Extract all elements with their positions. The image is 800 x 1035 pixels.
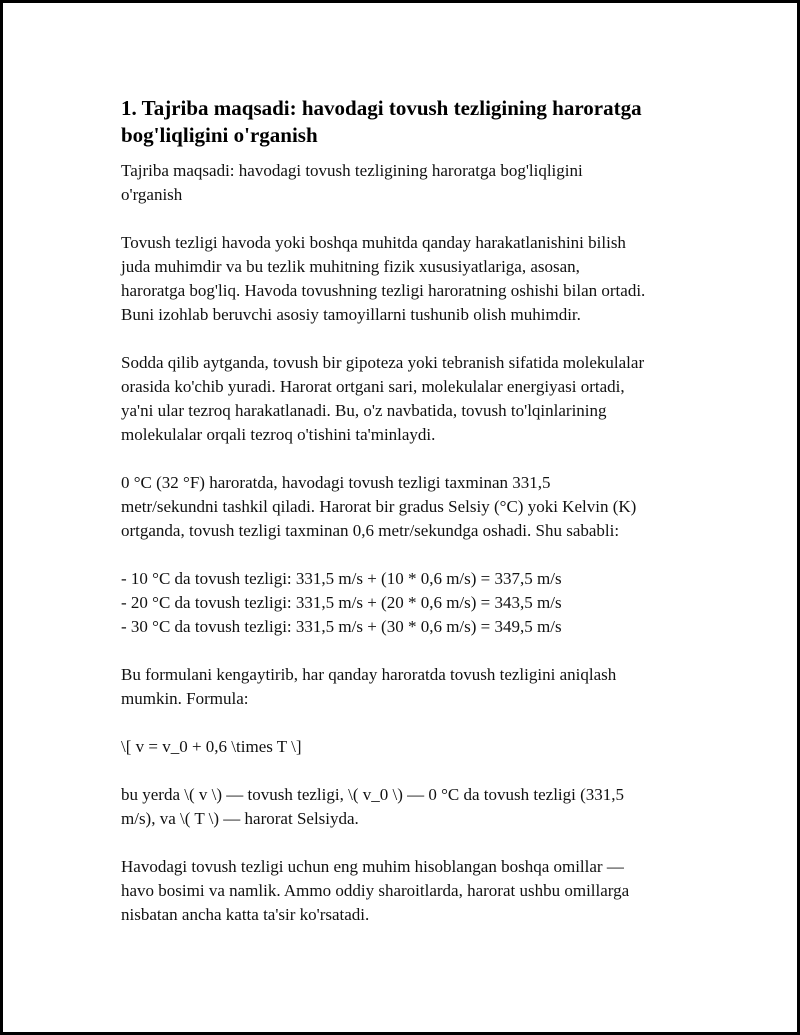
paragraph-other-factors: [121, 855, 696, 927]
list-item: - 10 °C da tovush tezligi: 331,5 m/s + (10 * 0,6 m/s) = 337,5 m/s: [121, 569, 562, 588]
text-line: Bu formulani kengaytirib, har qanday haroratda tovush tezligini aniqlash: [121, 665, 617, 684]
paragraph-formula: [121, 735, 696, 759]
list-item: - 20 °C da tovush tezligi: 331,5 m/s + (20 * 0,6 m/s) = 343,5 m/s: [121, 593, 562, 612]
text-line: Buni izohlab beruvchi asosiy tamoyillarni tushunib olish muhimdir.: [121, 305, 581, 324]
text-line: ya'ni ular tezroq harakatlanadi. Bu, o'z navbatida, tovush to'lqinlarining: [121, 401, 607, 420]
formula-line: \[ v = v_0 + 0,6 \times T \]: [121, 737, 302, 756]
text-line: mumkin. Formula:: [121, 689, 249, 708]
paragraph-formula-intro: [121, 663, 696, 711]
text-line: orasida ko'chib yuradi. Harorat ortgani sari, molekulalar energiyasi ortadi,: [121, 377, 625, 396]
paragraph-formula-legend: [121, 783, 696, 831]
paragraph-examples: [121, 567, 696, 639]
paragraph-intro: [121, 231, 696, 327]
paragraph-base-speed: [121, 471, 696, 543]
text-line: m/s), va \( T \) — harorat Selsiyda.: [121, 809, 359, 828]
list-item: - 30 °C da tovush tezligi: 331,5 m/s + (30 * 0,6 m/s) = 349,5 m/s: [121, 617, 562, 636]
paragraph-molecules: [121, 351, 696, 447]
text-line: haroratga bog'liq. Havoda tovushning tezligi haroratning oshishi bilan ortadi.: [121, 281, 646, 300]
heading-line: 1. Tajriba maqsadi: havodagi tovush tezligining haroratga: [121, 96, 642, 120]
document-body: [121, 95, 696, 951]
text-line: molekulalar orqali tezroq o'tishini ta'minlaydi.: [121, 425, 436, 444]
text-line: metr/sekundni tashkil qiladi. Harorat bir gradus Selsiy (°C) yoki Kelvin (K): [121, 497, 637, 516]
paragraph-goal: [121, 159, 696, 207]
text-line: nisbatan ancha katta ta'sir ko'rsatadi.: [121, 905, 370, 924]
text-line: 0 °C (32 °F) haroratda, havodagi tovush tezligi taxminan 331,5: [121, 473, 551, 492]
text-line: ortganda, tovush tezligi taxminan 0,6 metr/sekundga oshadi. Shu sababli:: [121, 521, 620, 540]
text-line: juda muhimdir va bu tezlik muhitning fizik xususiyatlariga, asosan,: [121, 257, 580, 276]
section-heading: [121, 95, 696, 149]
text-line: Tajriba maqsadi: havodagi tovush tezligining haroratga bog'liqligini: [121, 161, 583, 180]
text-line: Havodagi tovush tezligi uchun eng muhim hisoblangan boshqa omillar —: [121, 857, 624, 876]
text-line: o'rganish: [121, 185, 183, 204]
text-line: Tovush tezligi havoda yoki boshqa muhitda qanday harakatlanishini bilish: [121, 233, 626, 252]
text-line: Sodda qilib aytganda, tovush bir gipoteza yoki tebranish sifatida molekulalar: [121, 353, 645, 372]
text-line: bu yerda \( v \) — tovush tezligi, \( v_0 \) — 0 °C da tovush tezligi (331,5: [121, 785, 625, 804]
text-line: havo bosimi va namlik. Ammo oddiy sharoitlarda, harorat ushbu omillarga: [121, 881, 630, 900]
heading-line: bog'liqligini o'rganish: [121, 123, 318, 147]
